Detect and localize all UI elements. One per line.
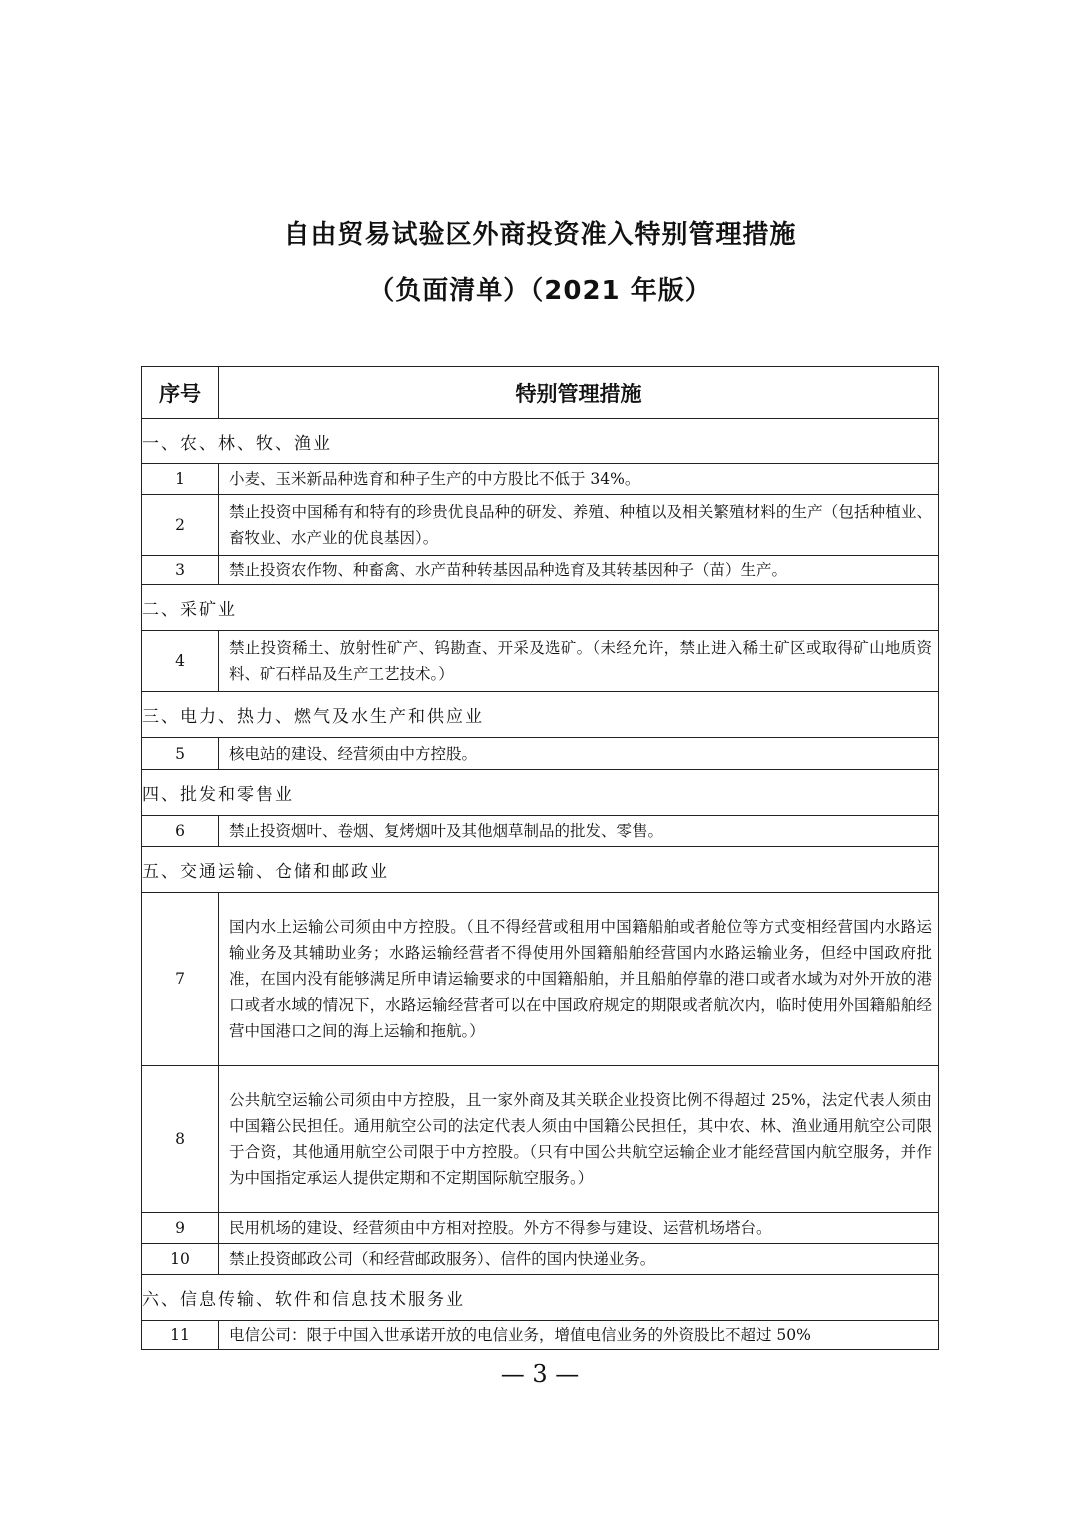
item-text: 禁止投资中国稀有和特有的珍贵优良品种的研发、养殖、种植以及相关繁殖材料的生产（包括种植业、畜牧业、水产业的优良基因）。 — [219, 495, 939, 556]
section-heading: 四、批发和零售业 — [142, 770, 939, 816]
item-number: 7 — [142, 893, 219, 1066]
item-number: 11 — [142, 1321, 219, 1350]
table-row — [142, 1321, 939, 1350]
page-number: — 3 — — [500, 1360, 580, 1388]
item-text: 禁止投资烟叶、卷烟、复烤烟叶及其他烟草制品的批发、零售。 — [219, 816, 939, 847]
item-number: 9 — [142, 1213, 219, 1244]
section-row — [142, 585, 939, 631]
item-text: 核电站的建设、经营须由中方控股。 — [219, 738, 939, 770]
table-row — [142, 738, 939, 770]
item-number: 3 — [142, 556, 219, 585]
header-number: 序号 — [142, 367, 219, 419]
table-row — [142, 631, 939, 692]
item-number: 6 — [142, 816, 219, 847]
table-row — [142, 1213, 939, 1244]
item-text: 电信公司：限于中国入世承诺开放的电信业务，增值电信业务的外资股比不超过 50% — [219, 1321, 939, 1350]
table-row — [142, 893, 939, 1066]
table-row — [142, 464, 939, 495]
section-heading: 五、交通运输、仓储和邮政业 — [142, 847, 939, 893]
table-row — [142, 556, 939, 585]
item-text: 禁止投资农作物、种畜禽、水产苗种转基因品种选育及其转基因种子（苗）生产。 — [219, 556, 939, 585]
item-number: 5 — [142, 738, 219, 770]
table-row — [142, 1244, 939, 1275]
item-number: 1 — [142, 464, 219, 495]
item-number: 2 — [142, 495, 219, 556]
header-measures: 特别管理措施 — [219, 367, 939, 419]
section-row — [142, 692, 939, 738]
negative-list-table — [141, 366, 939, 1350]
section-heading: 六、信息传输、软件和信息技术服务业 — [142, 1275, 939, 1321]
section-row — [142, 847, 939, 893]
section-heading: 一、农、林、牧、渔业 — [142, 419, 939, 464]
item-number: 10 — [142, 1244, 219, 1275]
section-row — [142, 1275, 939, 1321]
item-text: 禁止投资稀土、放射性矿产、钨勘查、开采及选矿。（未经允许，禁止进入稀土矿区或取得矿山地质资料、矿石样品及生产工艺技术。） — [219, 631, 939, 692]
section-heading: 三、电力、热力、燃气及水生产和供应业 — [142, 692, 939, 738]
section-heading: 二、采矿业 — [142, 585, 939, 631]
table-row — [142, 816, 939, 847]
table-header-row — [142, 367, 939, 419]
section-row — [142, 770, 939, 816]
table-row — [142, 495, 939, 556]
item-text: 国内水上运输公司须由中方控股。（且不得经营或租用中国籍船舶或者舱位等方式变相经营国内水路运输业务及其辅助业务；水路运输经营者不得使用外国籍船舶经营国内水路运输业务，但经中国政府批准，在国内没有能够满足所申请运输要求的中国籍船舶，并且船舶停靠的港口或者水域为对外开放的港口或者水域的情况下，水路运输经营者可以在中国政府规定的期限或者航次内，临时使用外国籍船舶经营中国港口之间的海上运输和拖航。） — [219, 893, 939, 1066]
item-text: 禁止投资邮政公司（和经营邮政服务）、信件的国内快递业务。 — [219, 1244, 939, 1275]
document-title: 自由贸易试验区外商投资准入特别管理措施 — [283, 220, 797, 250]
table-row — [142, 1066, 939, 1213]
item-number: 8 — [142, 1066, 219, 1213]
item-number: 4 — [142, 631, 219, 692]
document-subtitle: （负面清单）（2021 年版） — [368, 276, 712, 306]
item-text: 小麦、玉米新品种选育和种子生产的中方股比不低于 34%。 — [219, 464, 939, 495]
item-text: 民用机场的建设、经营须由中方相对控股。外方不得参与建设、运营机场塔台。 — [219, 1213, 939, 1244]
section-row — [142, 419, 939, 464]
item-text: 公共航空运输公司须由中方控股，且一家外商及其关联企业投资比例不得超过 25%，法定代表人须由中国籍公民担任。通用航空公司的法定代表人须由中国籍公民担任，其中农、林、渔业通用航空公司限于合资，其他通用航空公司限于中方控股。（只有中国公共航空运输企业才能经营国内航空服务，并作为中国指定承运人提供定期和不定期国际航空服务。） — [219, 1066, 939, 1213]
